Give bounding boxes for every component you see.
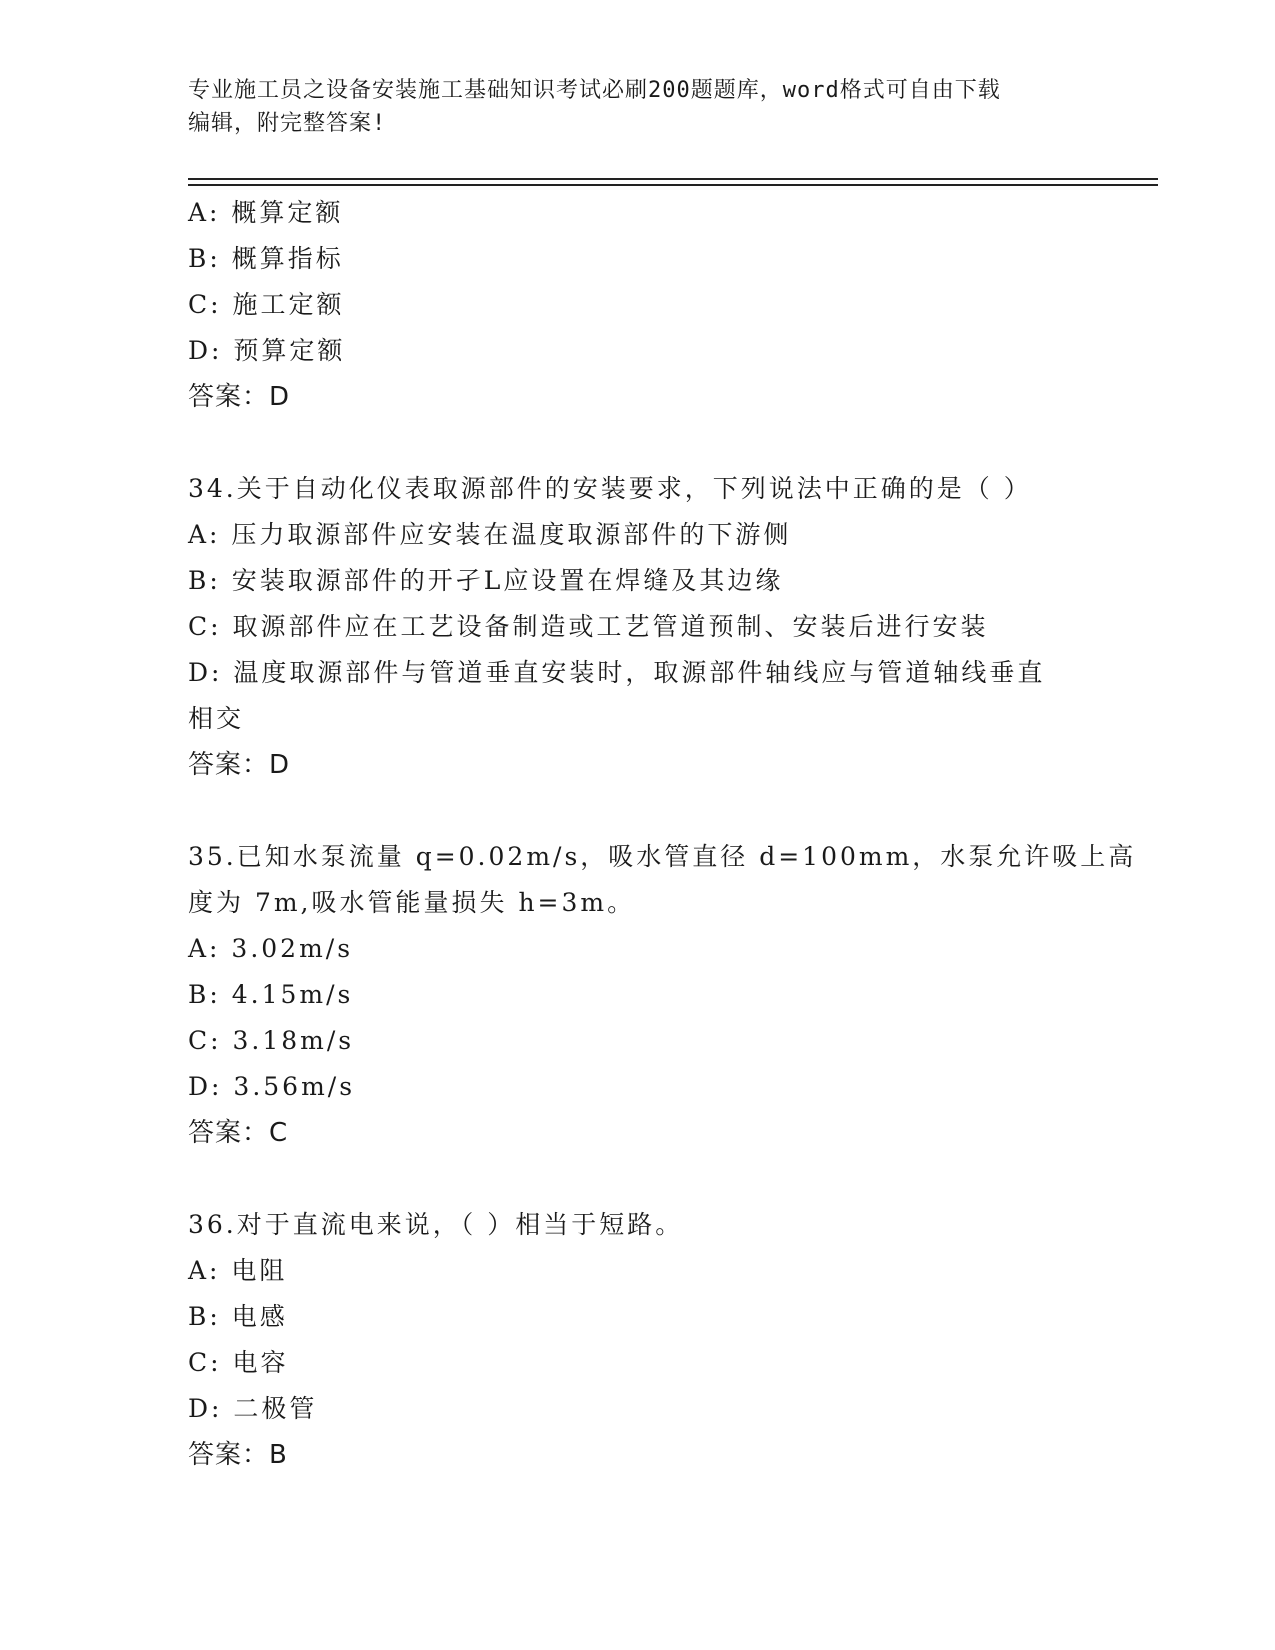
- answer: 答案：B: [188, 1440, 288, 1470]
- option-a: A: 电阻: [188, 1256, 288, 1285]
- question-35: [188, 834, 1137, 1156]
- question-34: [188, 466, 1088, 788]
- header-line-1: 专业施工员之设备安装施工基础知识考试必刷200题题库，word格式可自由下载: [188, 78, 1001, 103]
- option-a: A: 压力取源部件应安装在温度取源部件的下游侧: [188, 520, 792, 549]
- question-text: 34.关于自动化仪表取源部件的安装要求，下列说法中正确的是（ ）: [188, 474, 1032, 503]
- spacer: [188, 788, 1088, 834]
- spacer: [188, 420, 1088, 466]
- question-36: [188, 1202, 1088, 1478]
- header-divider-bottom: [188, 184, 1158, 186]
- spacer: [188, 1156, 1088, 1202]
- option-d: D: 二极管: [188, 1394, 318, 1423]
- option-b: B: 电感: [188, 1302, 288, 1331]
- document-body: [188, 190, 1137, 1478]
- option-c: C: 电容: [188, 1348, 289, 1377]
- option-a: A: 3.02m/s: [188, 934, 354, 963]
- header-divider-top: [188, 178, 1158, 180]
- option-d-continued: 相交: [188, 704, 245, 733]
- option-c: C: 施工定额: [188, 290, 345, 319]
- answer: 答案：D: [188, 750, 291, 780]
- answer: 答案：C: [188, 1118, 289, 1148]
- option-d: D: 3.56m/s: [188, 1072, 356, 1101]
- question-text: 36.对于直流电来说，（ ）相当于短路。: [188, 1210, 684, 1239]
- option-a: A: 概算定额: [188, 198, 344, 227]
- question-text-continued: 度为 7m,吸水管能量损失 h=3m。: [188, 888, 636, 917]
- option-d: D: 温度取源部件与管道垂直安装时，取源部件轴线应与管道轴线垂直: [188, 658, 1046, 687]
- question-33: [188, 190, 1088, 420]
- option-d: D: 预算定额: [188, 336, 346, 365]
- option-b: B: 概算指标: [188, 244, 344, 273]
- answer: 答案：D: [188, 382, 291, 412]
- question-text: 35.已知水泵流量 q=0.02m/s，吸水管直径 d=100mm，水泵允许吸上高: [188, 842, 1137, 871]
- option-b: B: 安装取源部件的开孑L应设置在焊缝及其边缘: [188, 566, 784, 595]
- option-c: C: 3.18m/s: [188, 1026, 355, 1055]
- option-c: C: 取源部件应在工艺设备制造或工艺管道预制、安装后进行安装: [188, 612, 989, 641]
- document-header: [188, 74, 1088, 140]
- option-b: B: 4.15m/s: [188, 980, 354, 1009]
- header-line-2: 编辑，附完整答案!: [188, 111, 387, 136]
